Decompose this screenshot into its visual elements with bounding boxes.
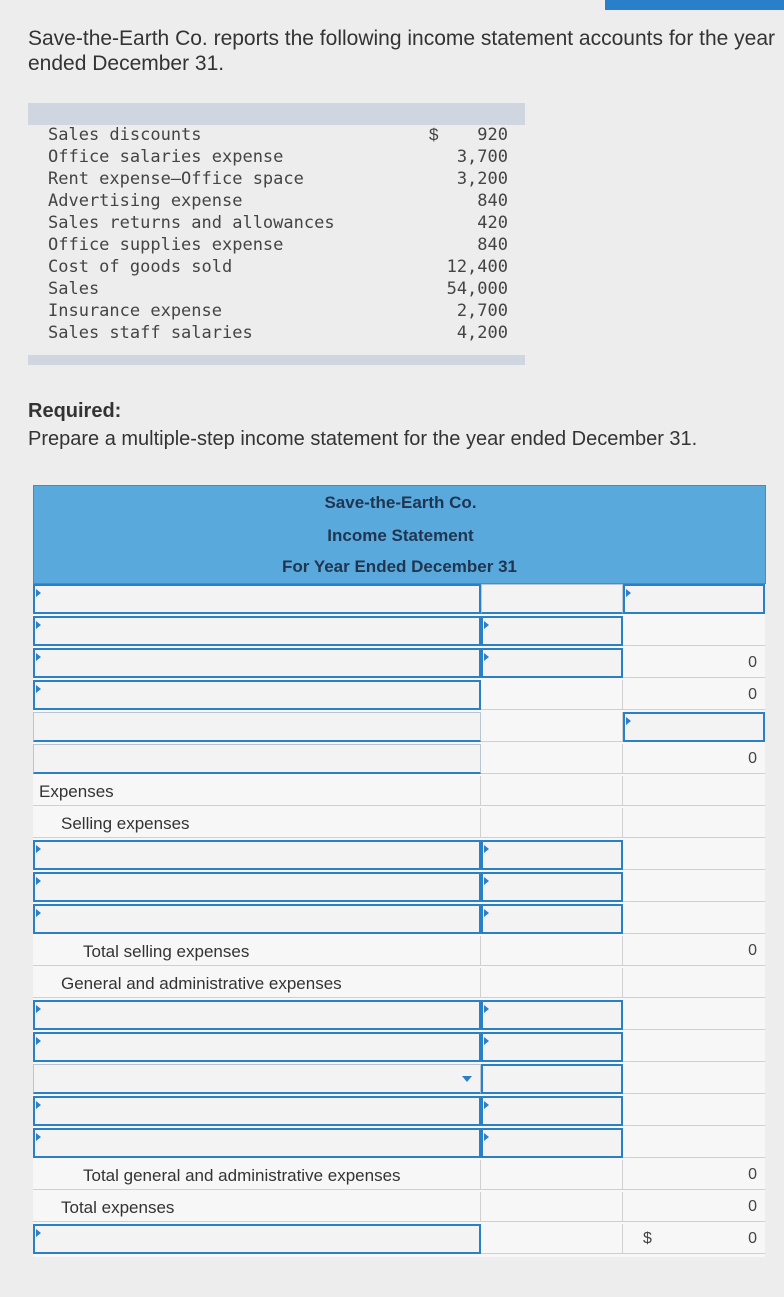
account-name: Sales	[48, 279, 100, 299]
amount-input[interactable]	[481, 1128, 623, 1158]
account-amount: 840	[477, 235, 508, 255]
select-arrow-icon	[484, 1037, 489, 1045]
accounts-footer-band	[28, 355, 525, 365]
amount-cell	[481, 808, 623, 838]
statement-row	[33, 744, 765, 776]
total-cell	[623, 936, 765, 966]
account-select[interactable]	[33, 1128, 481, 1158]
account-select[interactable]	[33, 1000, 481, 1030]
total-input[interactable]	[623, 584, 765, 614]
company-name: Save-the-Earth Co.	[324, 493, 477, 512]
statement-row	[33, 776, 765, 808]
total-cell	[623, 808, 765, 838]
required-heading: Required:	[28, 400, 122, 422]
account-select[interactable]	[33, 840, 481, 870]
total-cell	[623, 744, 765, 774]
total-cell	[623, 840, 765, 870]
account-row	[48, 169, 518, 191]
amount-input[interactable]	[481, 584, 623, 614]
label-cell	[33, 1192, 481, 1222]
select-arrow-icon	[484, 877, 489, 885]
total-cell	[623, 680, 765, 710]
select-arrow-icon	[36, 589, 41, 597]
select-arrow-icon	[36, 1133, 41, 1141]
amount-input[interactable]	[481, 1000, 623, 1030]
total-ga-value: 0	[748, 1166, 757, 1183]
account-select[interactable]	[33, 584, 481, 614]
amount-cell	[481, 776, 623, 806]
total-cell	[623, 1064, 765, 1094]
account-row	[48, 257, 518, 279]
account-select[interactable]	[33, 1224, 481, 1254]
account-name: Advertising expense	[48, 191, 243, 211]
problem-intro: Save-the-Earth Co. reports the following income statement accounts for the year ended December 31.	[28, 27, 776, 75]
select-arrow-icon	[36, 1101, 41, 1109]
amount-input[interactable]	[481, 840, 623, 870]
account-amount: 920	[477, 125, 508, 145]
label-cell	[33, 936, 481, 966]
account-select[interactable]	[33, 1032, 481, 1062]
account-select[interactable]	[33, 648, 481, 678]
account-name: Cost of goods sold	[48, 257, 233, 277]
select-arrow-icon	[36, 653, 41, 661]
select-arrow-icon	[484, 1005, 489, 1013]
select-arrow-icon	[36, 909, 41, 917]
account-amount: 54,000	[446, 279, 508, 299]
account-select[interactable]	[33, 872, 481, 902]
account-row	[48, 301, 518, 323]
account-select[interactable]	[33, 904, 481, 934]
select-arrow-icon	[484, 1133, 489, 1141]
statement-row	[33, 872, 765, 904]
total-cell	[623, 1096, 765, 1126]
statement-row	[33, 1064, 765, 1096]
amount-cell	[481, 1224, 623, 1254]
total-selling-value: 0	[748, 942, 757, 959]
total-cell	[623, 968, 765, 998]
select-arrow-icon	[484, 653, 489, 661]
account-select[interactable]	[33, 1096, 481, 1126]
amount-cell	[481, 744, 623, 774]
account-amount: 2,700	[456, 301, 508, 321]
select-arrow-icon	[484, 621, 489, 629]
label-cell	[33, 968, 481, 998]
statement-row	[33, 904, 765, 936]
dollar-sign: $	[643, 1230, 652, 1247]
statement-row	[33, 584, 765, 616]
required-section	[28, 397, 697, 453]
computed-total: 0	[748, 654, 757, 671]
total-cell	[623, 1192, 765, 1222]
account-row	[48, 213, 518, 235]
account-name: Sales returns and allowances	[48, 213, 335, 233]
statement-row	[33, 680, 765, 712]
select-arrow-icon	[484, 909, 489, 917]
total-cell	[623, 1000, 765, 1030]
total-cell	[623, 904, 765, 934]
account-amount: 12,400	[446, 257, 508, 277]
statement-row	[33, 1160, 765, 1192]
amount-cell	[481, 936, 623, 966]
total-cell	[623, 1160, 765, 1190]
account-name: Office supplies expense	[48, 235, 284, 255]
account-name: Sales staff salaries	[48, 323, 253, 343]
statement-row	[33, 712, 765, 744]
select-arrow-icon	[36, 1037, 41, 1045]
amount-cell	[481, 1192, 623, 1222]
total-selling-label: Total selling expenses	[83, 942, 250, 961]
account-select[interactable]	[33, 1064, 481, 1094]
amount-input[interactable]	[481, 1032, 623, 1062]
statement-row	[33, 968, 765, 1000]
income-statement-form	[33, 485, 765, 1257]
select-arrow-icon	[484, 1101, 489, 1109]
account-row	[48, 191, 518, 213]
select-arrow-icon	[36, 621, 41, 629]
statement-row	[33, 1096, 765, 1128]
account-dollar: $	[429, 125, 439, 144]
label-cell	[33, 1160, 481, 1190]
account-select[interactable]	[33, 680, 481, 710]
account-select[interactable]	[33, 616, 481, 646]
account-amount: 3,200	[456, 169, 508, 189]
required-text: Prepare a multiple-step income statement for the year ended December 31.	[28, 428, 698, 450]
amount-input[interactable]	[481, 904, 623, 934]
statement-row	[33, 840, 765, 872]
computed-total: 0	[748, 750, 757, 767]
amount-input[interactable]	[481, 1064, 623, 1094]
amount-cell	[481, 712, 623, 742]
statement-row	[33, 1000, 765, 1032]
account-amount: 4,200	[456, 323, 508, 343]
selling-expenses-label: Selling expenses	[61, 814, 190, 833]
account-row	[48, 235, 518, 257]
select-arrow-icon	[626, 589, 631, 597]
select-arrow-icon	[36, 845, 41, 853]
total-cell	[623, 1224, 765, 1254]
statement-row	[33, 808, 765, 840]
ga-expenses-label: General and administrative expenses	[61, 974, 342, 993]
select-arrow-icon	[36, 877, 41, 885]
label-cell	[33, 808, 481, 838]
accounts-table	[28, 103, 525, 365]
total-cell	[623, 1128, 765, 1158]
account-row	[48, 147, 518, 169]
statement-row	[33, 1224, 765, 1256]
statement-row	[33, 936, 765, 968]
account-select[interactable]	[33, 744, 481, 774]
account-name: Sales discounts	[48, 125, 202, 145]
net-total-value: 0	[748, 1230, 757, 1247]
statement-title: Income Statement	[327, 526, 474, 545]
total-cell	[623, 616, 765, 646]
statement-header	[33, 485, 766, 584]
statement-row	[33, 616, 765, 648]
select-arrow-icon	[36, 1005, 41, 1013]
computed-total: 0	[748, 686, 757, 703]
total-cell	[623, 1032, 765, 1062]
account-amount: 3,700	[456, 147, 508, 167]
total-ga-label: Total general and administrative expenses	[83, 1166, 401, 1185]
select-arrow-icon	[36, 1229, 41, 1237]
top-accent-bar	[605, 0, 784, 10]
accounts-header-band	[28, 103, 525, 125]
statement-row	[33, 1192, 765, 1224]
amount-input[interactable]	[481, 616, 623, 646]
account-row	[48, 279, 518, 301]
select-arrow-icon	[36, 685, 41, 693]
select-arrow-icon	[626, 717, 631, 725]
statement-row	[33, 648, 765, 680]
dropdown-caret-icon	[462, 1076, 472, 1082]
amount-cell	[481, 1160, 623, 1190]
account-name: Office salaries expense	[48, 147, 284, 167]
amount-cell	[481, 680, 623, 710]
total-cell	[623, 648, 765, 678]
total-expenses-value: 0	[748, 1198, 757, 1215]
total-expenses-label: Total expenses	[61, 1198, 175, 1217]
account-row	[48, 125, 518, 147]
total-input[interactable]	[623, 712, 765, 742]
select-arrow-icon	[484, 845, 489, 853]
total-cell	[623, 776, 765, 806]
total-cell	[623, 872, 765, 902]
account-name: Insurance expense	[48, 301, 222, 321]
statement-row	[33, 1032, 765, 1064]
amount-cell	[481, 968, 623, 998]
amount-input[interactable]	[481, 872, 623, 902]
label-cell	[33, 776, 481, 806]
statement-row	[33, 1128, 765, 1160]
account-name: Rent expense—Office space	[48, 169, 304, 189]
statement-period: For Year Ended December 31	[282, 557, 517, 576]
expenses-label: Expenses	[39, 782, 114, 801]
amount-input[interactable]	[481, 1096, 623, 1126]
amount-input[interactable]	[481, 648, 623, 678]
account-amount: 840	[477, 191, 508, 211]
account-amount: 420	[477, 213, 508, 233]
account-select[interactable]	[33, 712, 481, 742]
account-row	[48, 323, 518, 345]
